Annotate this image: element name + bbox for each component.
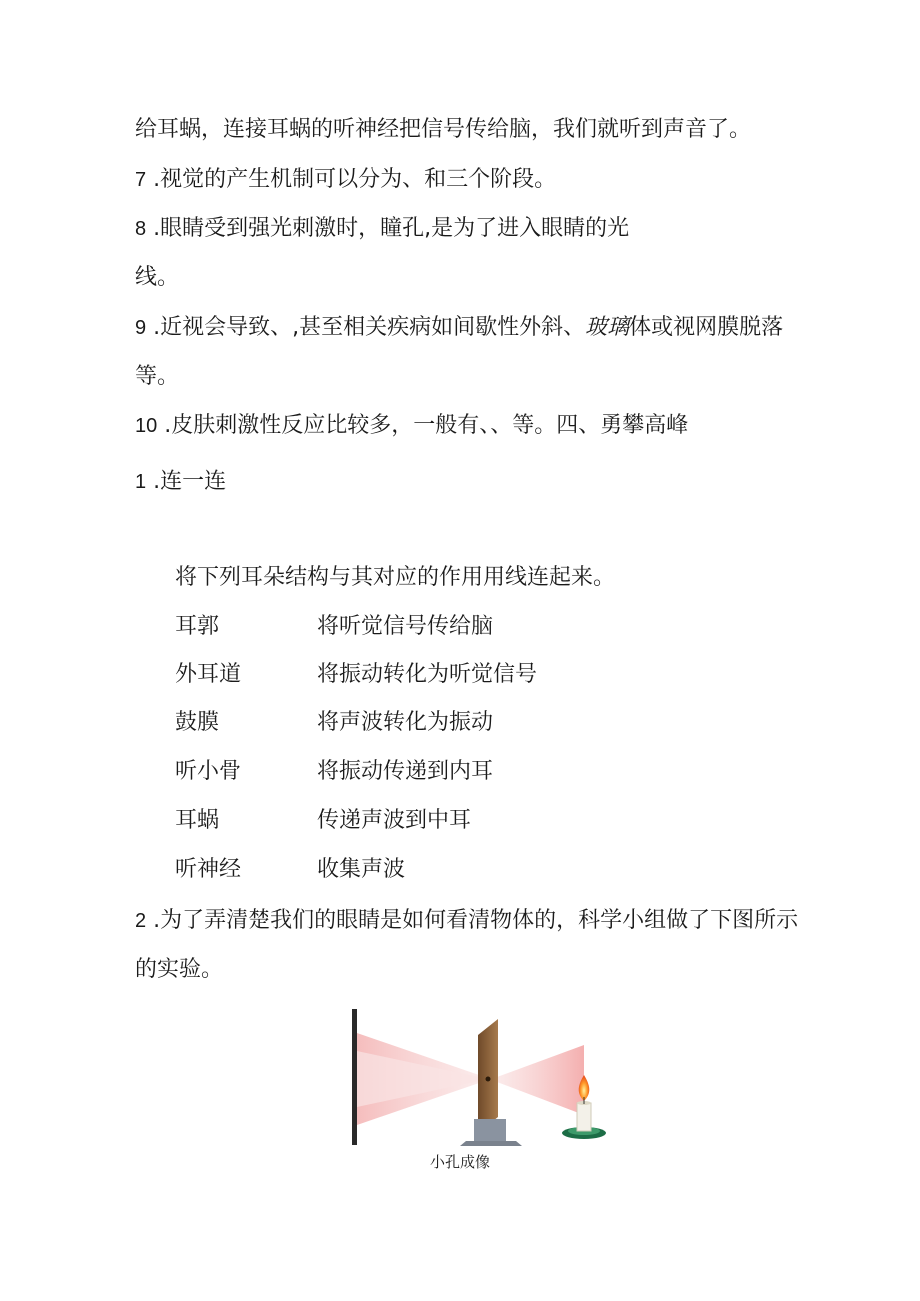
ear-structure-item: 听小骨 <box>175 759 242 784</box>
question-number: 7 <box>135 169 147 191</box>
ear-function-item: 将听觉信号传给脑 <box>317 614 494 639</box>
question-number: 10 <box>135 415 158 437</box>
paragraph-continuation: 给耳蜗，连接耳蜗的听神经把信号传给脑，我们就听到声音了。 <box>135 117 752 142</box>
question-text: .眼睛受到强光刺激时，瞳孔,是为了进入眼睛的光 <box>146 216 630 241</box>
ear-structure-item: 外耳道 <box>175 662 242 687</box>
light-beam-right <box>497 1045 584 1115</box>
light-beam-left <box>357 1033 479 1125</box>
section-2-text <box>135 906 798 936</box>
ear-structure-item: 耳蜗 <box>175 808 220 833</box>
question-text: .视觉的产生机制可以分为、和三个阶段。 <box>146 167 557 192</box>
question-text-italic: 玻璃 <box>585 315 630 340</box>
ear-structure-item: 听神经 <box>175 857 242 882</box>
screen <box>352 1009 357 1145</box>
ear-function-item: 收集声波 <box>317 857 406 882</box>
figure-caption: 小孔成像 <box>429 1154 490 1171</box>
section-number: 2 <box>135 910 147 932</box>
question-9 <box>135 313 783 343</box>
question-8-continuation: 线。 <box>135 265 180 290</box>
question-7 <box>135 165 556 195</box>
ear-structure-item: 耳郭 <box>175 614 220 639</box>
section-number: 1 <box>135 471 147 493</box>
question-number: 8 <box>135 218 147 240</box>
question-text: 体或视网膜脱落 <box>629 315 784 340</box>
section-1-title <box>135 467 226 497</box>
section-text: .为了弄清楚我们的眼睛是如何看清物体的，科学小组做了下图所示 <box>146 908 799 933</box>
ear-function-item: 将振动传递到内耳 <box>317 759 494 784</box>
question-8 <box>135 214 629 244</box>
question-text: .皮肤刺激性反应比较多，一般有、、等。四、勇攀高峰 <box>157 413 689 438</box>
pinhole-imaging-illustration <box>352 1005 622 1147</box>
matching-instruction: 将下列耳朵结构与其对应的作用用线连起来。 <box>175 565 616 590</box>
section-title: .连一连 <box>146 469 227 494</box>
ear-function-item: 将振动转化为听觉信号 <box>317 662 538 687</box>
question-number: 9 <box>135 317 147 339</box>
question-9-continuation: 等。 <box>135 364 180 389</box>
ear-function-item: 传递声波到中耳 <box>317 808 472 833</box>
ear-function-item: 将声波转化为振动 <box>317 710 494 735</box>
ear-structure-item: 鼓膜 <box>175 710 220 735</box>
question-text: .近视会导致、,甚至相关疾病如间歇性外斜、 <box>146 315 586 340</box>
section-2-continuation: 的实验。 <box>135 957 224 982</box>
question-10 <box>135 411 688 441</box>
